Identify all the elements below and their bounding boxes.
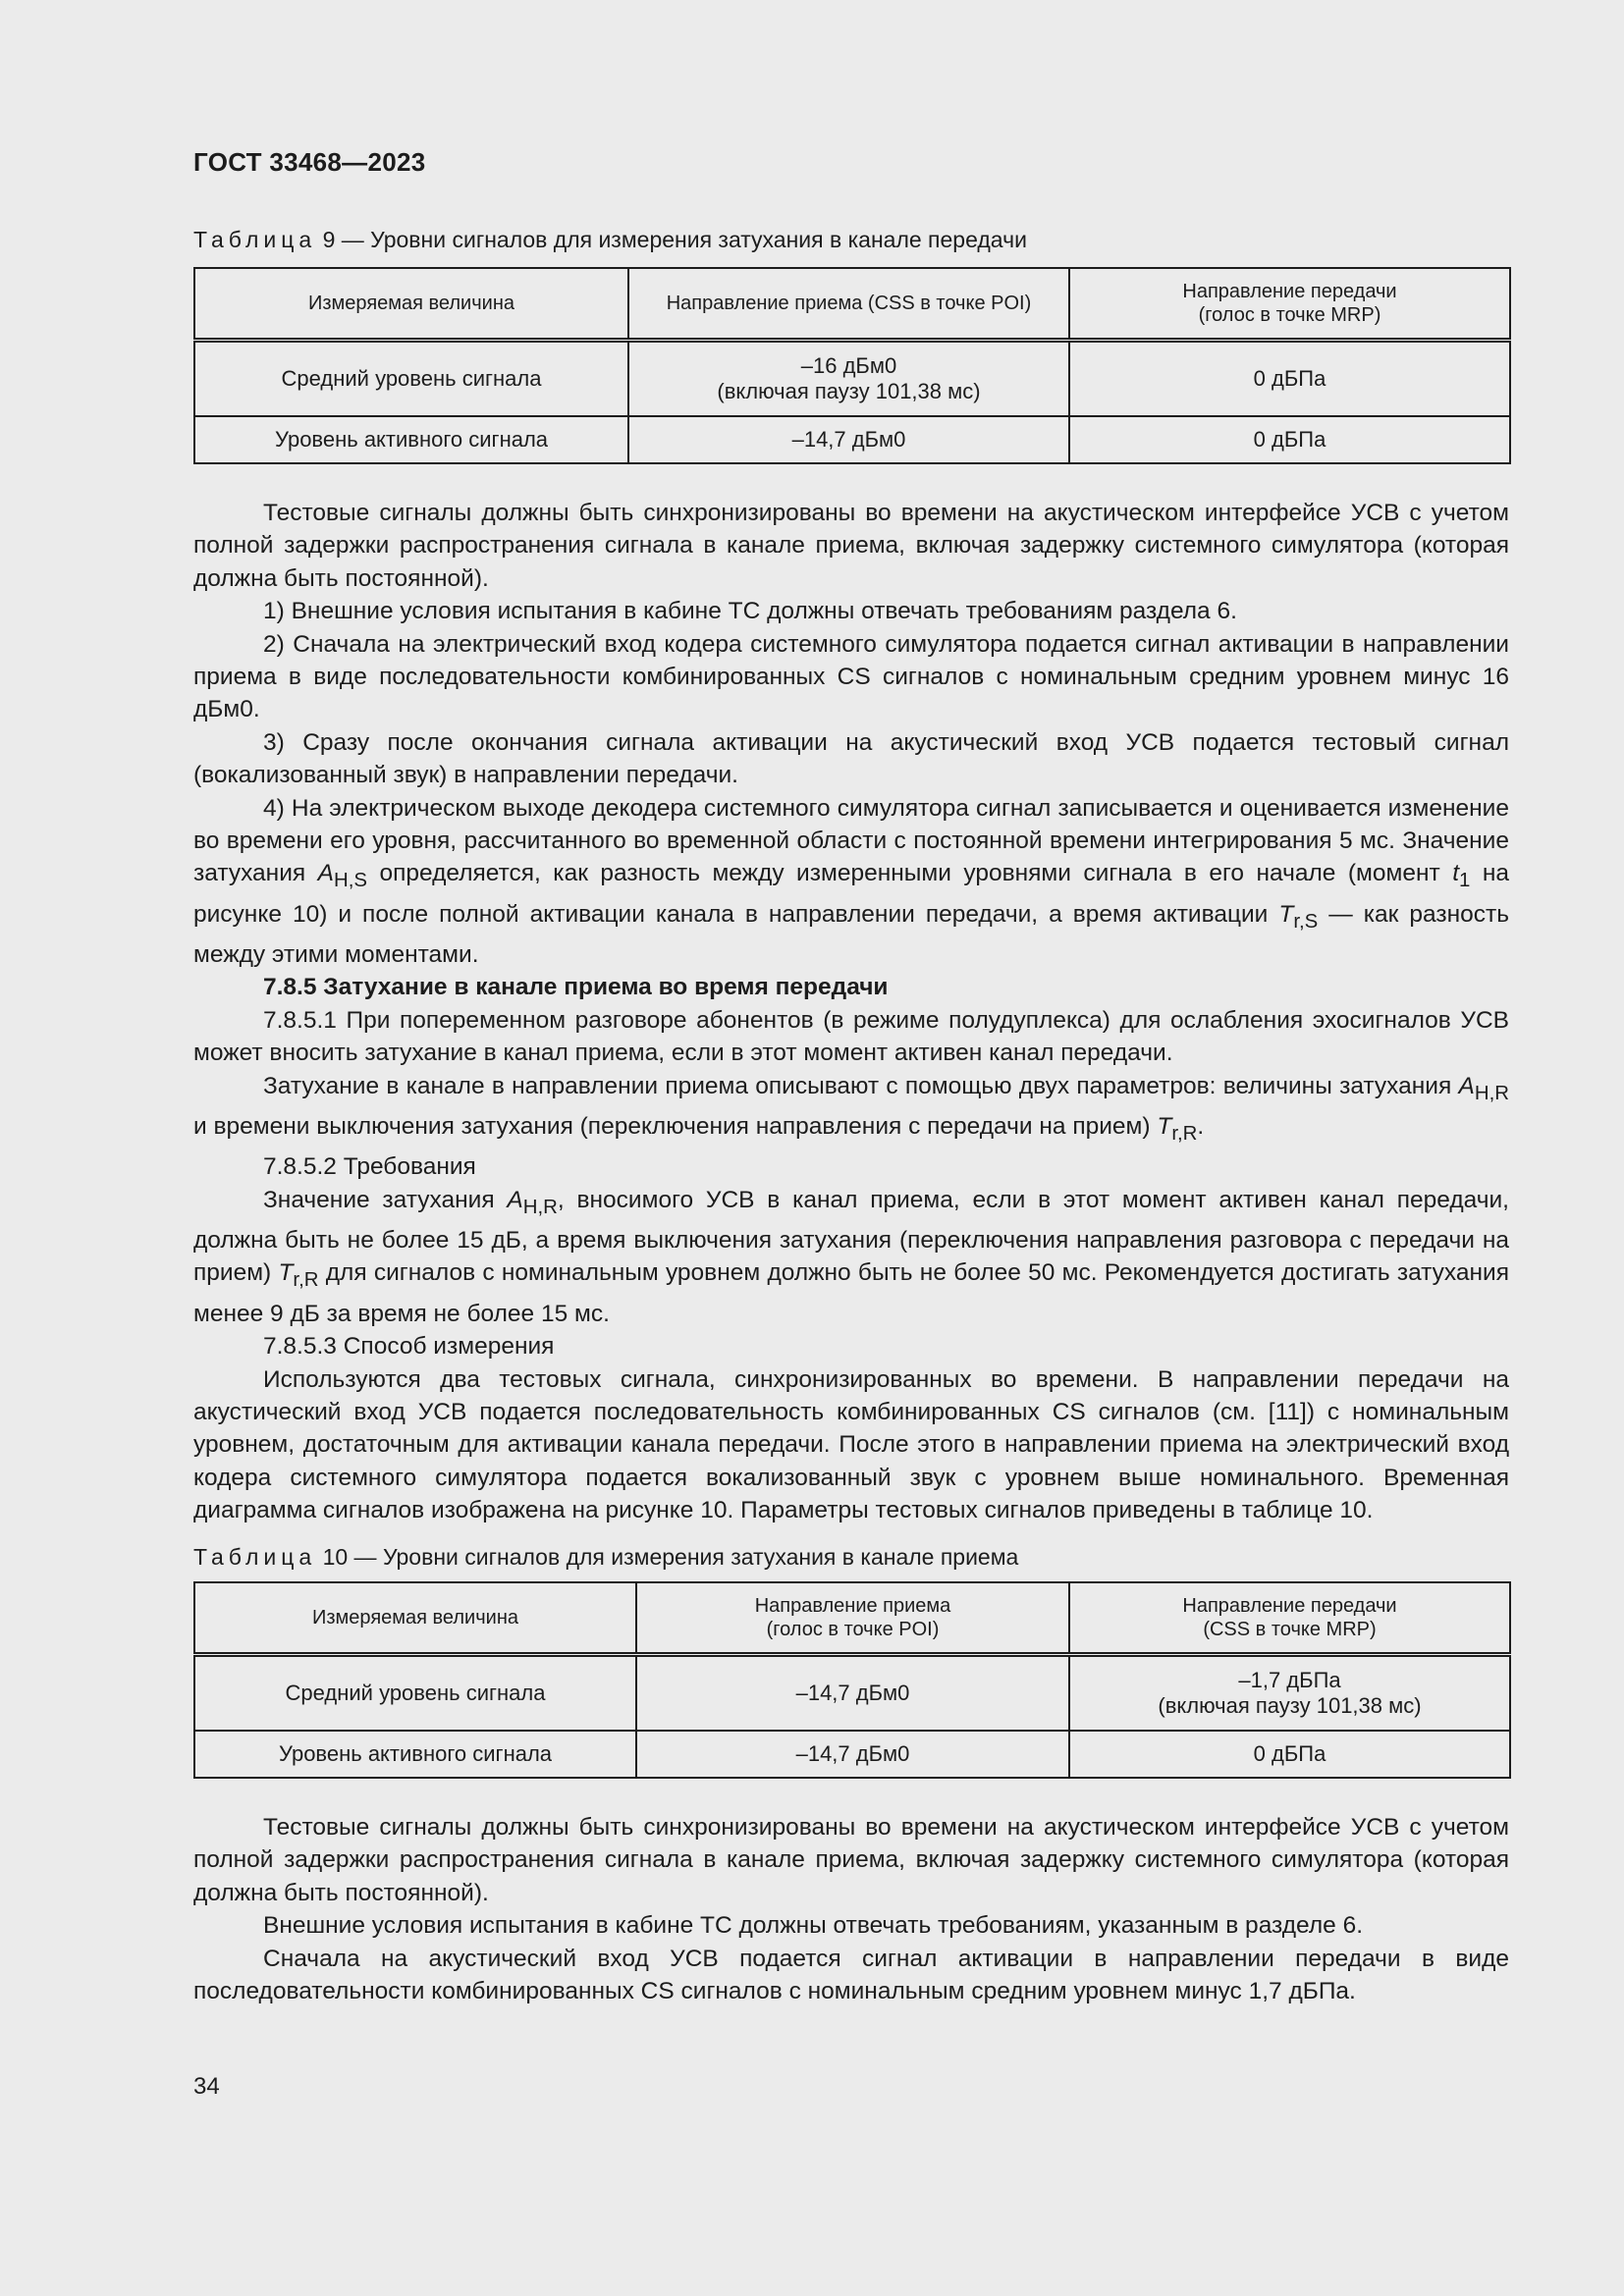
table-cell: 0 дБПа (1069, 340, 1510, 416)
table-header-cell: Направление передачи (голос в точке MRP) (1069, 268, 1510, 340)
table-caption-text: 10 — Уровни сигналов для измерения затухания в канале приема (316, 1544, 1019, 1570)
table-header-cell: Измеряемая величина (194, 1582, 636, 1654)
paragraph: Используются два тестовых сигнала, синхронизированных во времени. В направлении передачи на акустический вход УСВ подается последовательность комбинированных CS сигналов (см. [11]) с номинальным уровнем, достаточным для активации канала передачи. После этого в направлении приема на электрический вход кодера системного симулятора подается вокализованный звук с уровнем выше номинального. Временная диаграмма сигналов изображена на рисунке 10. Параметры тестовых сигналов приведены в таблице 10. (193, 1365, 1509, 1524)
paragraph: Тестовые сигналы должны быть синхронизированы во времени на акустическом интерфейсе УСВ с учетом полной задержки распространения сигнала в канале приема, включая задержку системного симулятора (которая должна быть постоянной). (193, 500, 1509, 592)
table-cell: –14,7 дБм0 (628, 416, 1069, 463)
table-header-row (194, 268, 1510, 340)
table-row (194, 1654, 1510, 1731)
table-header-cell: Измеряемая величина (194, 268, 628, 340)
table-cell: 0 дБПа (1069, 416, 1510, 463)
table-cell: –14,7 дБм0 (636, 1731, 1069, 1778)
table-9 (193, 267, 1511, 464)
table-header-cell: Направление передачи (CSS в точке MRP) (1069, 1582, 1510, 1654)
table-row (194, 416, 1510, 463)
table-10 (193, 1581, 1511, 1779)
table-caption-label: Таблица (193, 227, 317, 252)
table-cell: Средний уровень сигнала (194, 340, 628, 416)
table-cell: –1,7 дБПа (включая паузу 101,38 мс) (1069, 1654, 1510, 1731)
table-caption-label: Таблица (193, 1544, 317, 1570)
paragraph: Затухание в канале в направлении приема описывают с помощью двух параметров: величины затухания $A_{H,R}$ и времени выключения затухания (переключения направления с передачи на прием) $T_{r,R}$. (193, 1072, 1509, 1145)
paragraph: Тестовые сигналы должны быть синхронизированы во времени на акустическом интерфейсе УСВ с учетом полной задержки распространения сигнала в канале приема, включая задержку системного симулятора (которая должна быть постоянной). (193, 1814, 1509, 1906)
paragraph: Внешние условия испытания в кабине ТС должны отвечать требованиям, указанным в разделе 6. (263, 1912, 1364, 1940)
paragraph: 1) Внешние условия испытания в кабине ТС должны отвечать требованиям раздела 6. (263, 598, 1237, 625)
table-row (194, 340, 1510, 416)
body-text-2 (193, 1811, 1509, 2007)
table-cell: Уровень активного сигнала (194, 416, 628, 463)
body-text-1 (193, 497, 1509, 1527)
paragraph: Значение затухания $A_{H,R}$, вносимого УСВ в канал приема, если в этот момент активен канал передачи, должна быть не более 15 дБ, а время выключения затухания (переключения направления разговора с передачи на прием) $T_{r,R}$ для сигналов с номинальным уровнем должно быть не более 50 мс. Рекомендуется достигать затухания менее 9 дБ за время не более 15 мс. (193, 1186, 1509, 1327)
subsection-heading: 7.8.5.2 Требования (263, 1153, 476, 1181)
table-header-row (194, 1582, 1510, 1654)
subsection-heading: 7.8.5.3 Способ измерения (263, 1333, 555, 1361)
table-header-cell: Направление приема (голос в точке POI) (636, 1582, 1069, 1654)
paragraph: Сначала на акустический вход УСВ подается сигнал активации в направлении передачи в виде последовательности комбинированных CS сигналов с номинальным средним уровнем минус 1,7 дБПа. (193, 1945, 1509, 2005)
paragraph: 7.8.5.1 При попеременном разговоре абонентов (в режиме полудуплекса) для ослабления эхосигналов УСВ может вносить затухание в канал приема, если в этот момент активен канал передачи. (193, 1006, 1509, 1067)
table-row (194, 1731, 1510, 1778)
paragraph: 2) Сначала на электрический вход кодера системного симулятора подается сигнал активации в направлении приема в виде последовательности комбинированных CS сигналов с номинальным средним уровнем минус 16 дБм0. (193, 630, 1509, 723)
document-header: ГОСТ 33468—2023 (193, 147, 426, 177)
table-caption-text: 9 — Уровни сигналов для измерения затухания в канале передачи (316, 227, 1027, 252)
section-heading: 7.8.5 Затухание в канале приема во время передачи (263, 974, 889, 1001)
table-cell: –16 дБм0 (включая паузу 101,38 мс) (628, 340, 1069, 416)
table-header-cell: Направление приема (CSS в точке POI) (628, 268, 1069, 340)
paragraph: 3) Сразу после окончания сигнала активации на акустический вход УСВ подается тестовый сигнал (вокализованный звук) в направлении передачи. (193, 728, 1509, 789)
table-10-caption (193, 1542, 1018, 1572)
table-cell: –14,7 дБм0 (636, 1654, 1069, 1731)
table-cell: Средний уровень сигнала (194, 1654, 636, 1731)
table-cell: 0 дБПа (1069, 1731, 1510, 1778)
table-9-caption (193, 225, 1027, 254)
page-number: 34 (193, 2073, 220, 2100)
table-cell: Уровень активного сигнала (194, 1731, 636, 1778)
paragraph: 4) На электрическом выходе декодера системного симулятора сигнал записывается и оценивается изменение во времени его уровня, рассчитанного во временной области с постоянной времени интегрирования 5 мс. Значение затухания $A_{H,S}$ определяется, как разность между измеренными уровнями сигнала в его начале (момент $t_1$ на рисунке 10) и после полной активации канала в направлении передачи, а время активации $T_{r,S}$ — как разность между этими моментами. (193, 794, 1509, 969)
